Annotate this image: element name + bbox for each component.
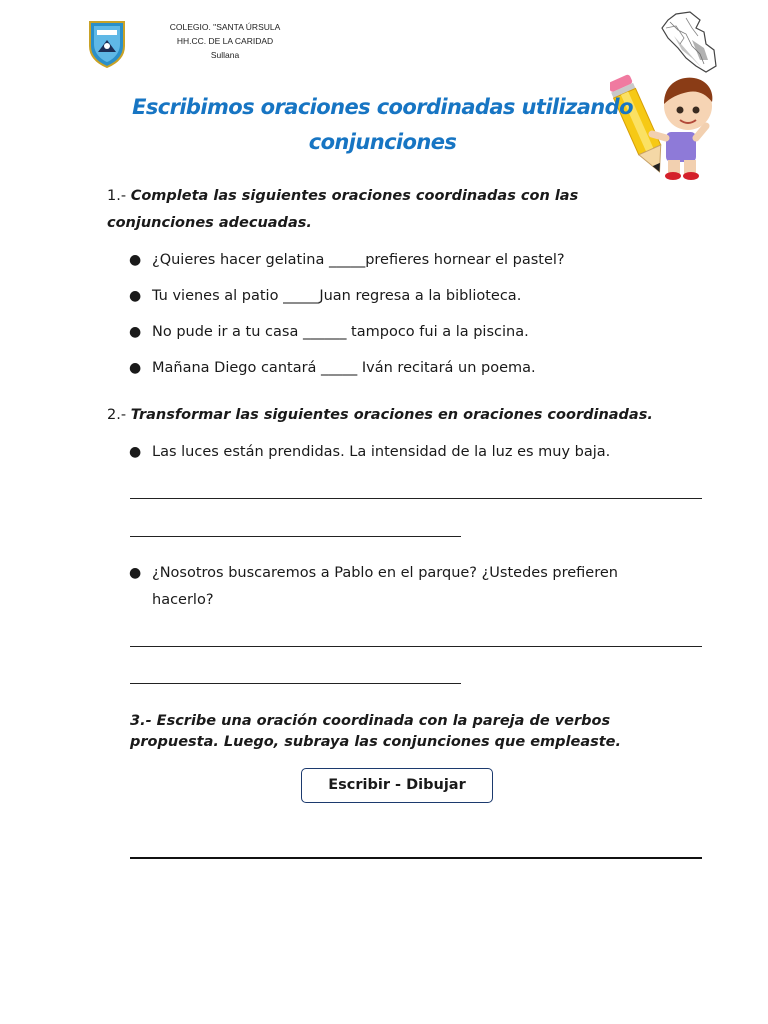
school-line-2: HH.CC. DE LA CARIDAD: [176, 36, 274, 46]
answer-line[interactable]: [130, 498, 702, 499]
page-title: [130, 90, 635, 160]
list-item-text: ¿Nosotros buscaremos a Pablo en el parque? ¿Ustedes prefieren hacerlo?: [152, 565, 618, 608]
school-line-1: COLEGIO. "SANTA ÚRSULA: [169, 22, 281, 32]
question-1-heading: [107, 183, 627, 237]
bullet-icon: ●: [129, 360, 142, 376]
list-item-text: Tu vienes al patio _____Juan regresa a la biblioteca.: [152, 288, 522, 304]
bullet-icon: ●: [129, 288, 142, 304]
bullet-icon: ●: [129, 252, 142, 268]
verb-pair-label: Escribir - Dibujar: [328, 777, 466, 793]
question-1-number: 1.-: [107, 188, 127, 204]
verb-pair-box: [301, 768, 493, 803]
answer-line[interactable]: [130, 536, 461, 537]
list-item-text: No pude ir a tu casa ______ tampoco fui a la piscina.: [152, 324, 529, 340]
question-2-number: 2.-: [107, 407, 127, 423]
bullet-icon: ●: [129, 444, 142, 460]
school-line-3: Sullana: [210, 50, 240, 60]
list-item-text: ¿Quieres hacer gelatina _____prefieres hornear el pastel?: [152, 252, 565, 268]
question-1-text: Completa las siguientes oraciones coordinadas con las conjunciones adecuadas.: [107, 188, 579, 231]
school-name: [150, 20, 300, 62]
question-2-heading: [107, 402, 727, 429]
bullet-icon: ●: [129, 324, 142, 340]
list-item: [129, 283, 712, 310]
list-item-text: Mañana Diego cantará _____ Iván recitará un poema.: [152, 360, 536, 376]
question-2-text: Transformar las siguientes oraciones en oraciones coordinadas.: [130, 407, 653, 423]
list-item: [129, 560, 662, 614]
peru-map-icon: [656, 10, 724, 76]
question-3-text: 3.- Escribe una oración coordinada con la pareja de verbos propuesta. Luego, subraya las conjunciones que empleaste.: [130, 713, 622, 750]
title-line-1: Escribimos oraciones coordinadas utilizando: [132, 95, 633, 119]
answer-line[interactable]: [130, 857, 702, 859]
answer-line[interactable]: [130, 646, 702, 647]
list-item: [129, 247, 712, 274]
school-logo: [88, 20, 126, 68]
school-shield-icon: [88, 20, 126, 68]
map-image: [656, 10, 724, 76]
question-3-heading: [130, 711, 690, 753]
list-item: [129, 439, 712, 466]
list-item-text: Las luces están prendidas. La intensidad de la luz es muy baja.: [152, 444, 611, 460]
bullet-icon: ●: [129, 565, 142, 581]
list-item: [129, 319, 712, 346]
answer-line[interactable]: [130, 683, 461, 684]
list-item: [129, 355, 712, 382]
title-line-2: conjunciones: [308, 130, 457, 154]
